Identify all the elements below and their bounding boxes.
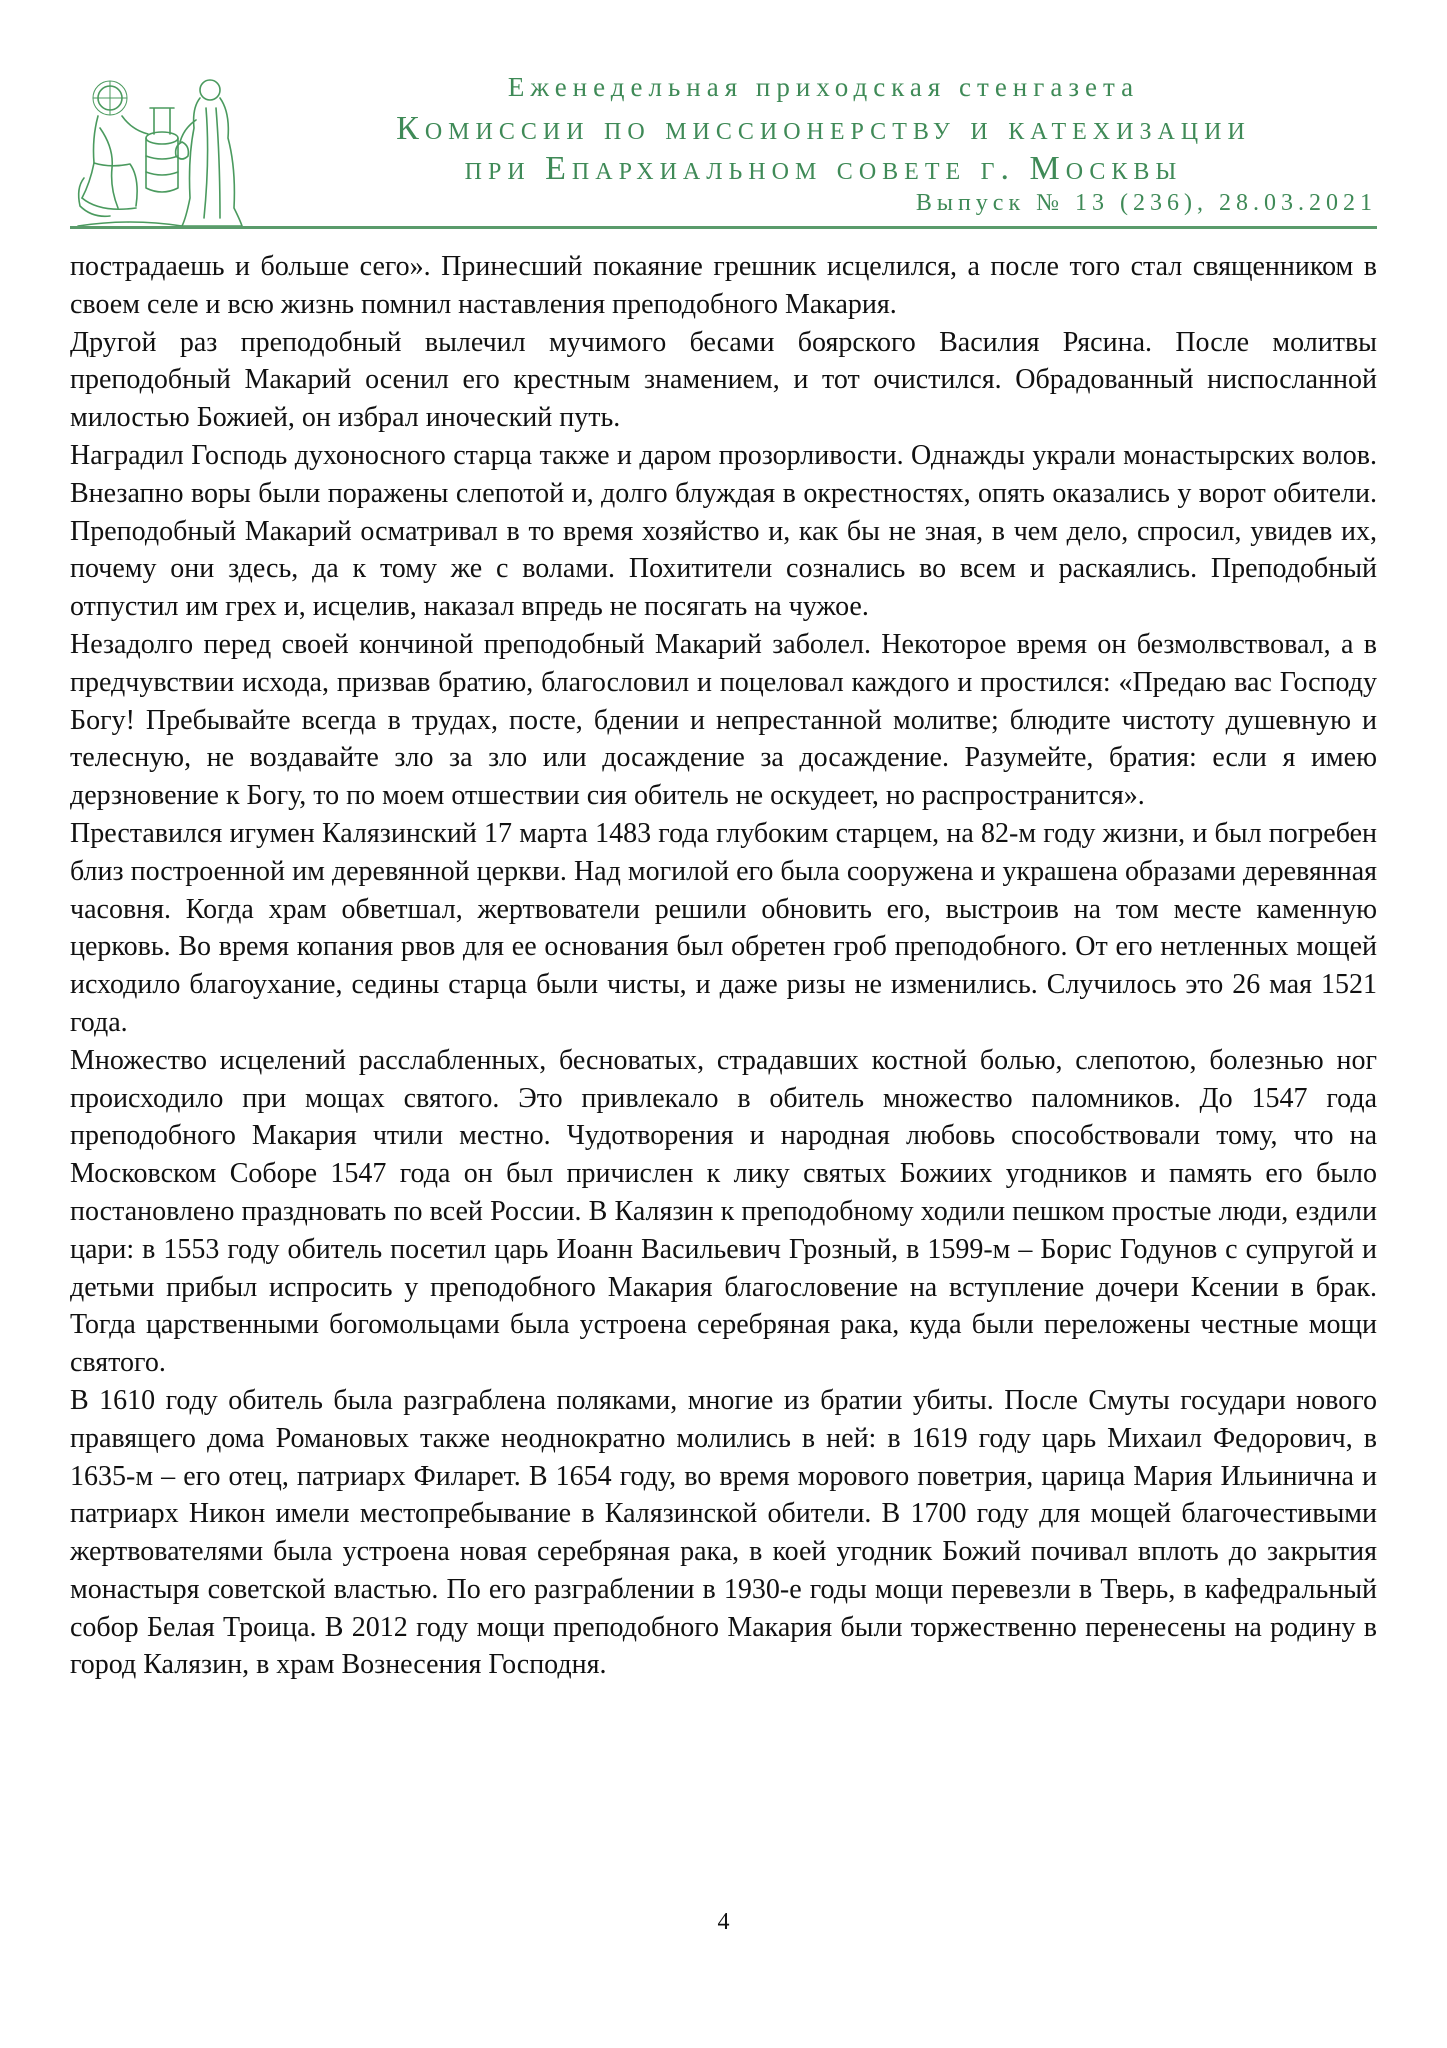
header-divider [70, 226, 1377, 229]
paragraph: В 1610 году обитель была разграблена поляками, многие из братии убиты. После Смуты государи нового правящего дома Романовых также неоднократно молились в ней: в 1619 году царь Михаил Федорович, в 1635-м – его отец, патриарх Филарет. В 1654 году, во время морового поветрия, царица Мария Ильинична и патриарх Никон имели местопребывание в Калязинской обители. В 1700 году для мощей благочестивыми жертвователями была устроена новая серебряная рака, в коей угодник Божий почивал вплоть до закрытия монастыря советской властью. По его разграблении в 1930-е годы мощи перевезли в Тверь, в кафедральный собор Белая Троица. В 2012 году мощи преподобного Макария были торжественно перенесены на родину в город Калязин, в храм Вознесения Господня. [70, 1384, 1377, 1681]
masthead [270, 72, 1377, 189]
paragraph: Преставился игумен Калязинский 17 марта 1483 года глубоким старцем, на 82-м году жизни, и был погребен близ построенной им деревянной церкви. Над могилой его была сооружена и украшена образами деревянная часовня. Когда храм обветшал, жертвователи решили обновить его, выстроив на том месте каменную церковь. Во время копания рвов для ее основания был обретен гроб преподобного. От его нетленных мощей исходило благоухание, седины старца были чисты, и даже ризы не изменились. Случилось это 26 мая 1521 года. [70, 817, 1377, 1038]
masthead-line-2: Комиссии по миссионерству и катехизации [396, 110, 1251, 147]
two-figures-at-well-logo [70, 68, 255, 233]
paragraph: Множество исцелений расслабленных, бесноватых, страдавших костной болью, слепотою, болезнью ног происходило при мощах святого. Это привлекало в обитель множество паломников. До 1547 года преподобного Макария чтили местно. Чудотворения и народная любовь способствовали тому, что на Московском Соборе 1547 года он был причислен к лику святых Божиих угодников и память его было постановлено праздновать по всей России. В Калязин к преподобному ходили пешком простые люди, ездили цари: в 1553 году обитель посетил царь Иоанн Васильевич Грозный, в 1599-м – Борис Годунов с супругой и детьми прибыл испросить у преподобного Макария благословение на вступление дочери Ксении в брак. Тогда царственными богомольцами была устроена серебряная рака, куда были переложены честные мощи святого. [70, 1044, 1377, 1379]
issue-number: Выпуск № 13 (236), 28.03.2021 [915, 190, 1377, 216]
masthead-line-1: Еженедельная приходская стенгазета [507, 72, 1140, 102]
paragraph: Наградил Господь духоносного старца также и даром прозорливости. Однажды украли монастырских волов. Внезапно воры были поражены слепотой и, долго блуждая в окрестностях, опять оказались у ворот обители. Преподобный Макарий осматривал в то время хозяйство и, как бы не зная, в чем дело, спросил, увидев их, почему они здесь, да к тому же с волами. Похитители сознались во всем и раскаялись. Преподобный отпустил им грех и, исцелив, наказал впредь не посягать на чужое. [70, 439, 1377, 623]
page-number: 4 [717, 1909, 730, 1935]
article-body [70, 248, 1377, 1684]
paragraph: Другой раз преподобный вылечил мучимого бесами боярского Василия Рясина. После молитвы преподобный Макарий осенил его крестным знамением, и тот очистился. Обрадованный ниспосланной милостью Божией, он избрал иноческий путь. [70, 326, 1377, 434]
paragraph: Незадолго перед своей кончиной преподобный Макарий заболел. Некоторое время он безмолвствовал, а в предчувствии исхода, призвав братию, благословил и поцеловал каждого и простился: «Предаю вас Господу Богу! Пребывайте всегда в трудах, посте, бдении и непрестанной молитве; блюдите чистоту душевную и телесную, не воздавайте зло за зло или досаждение за досаждение. Разумейте, братия: если я имею дерзновение к Богу, то по моем отшествии сия обитель не оскудеет, но распространится». [70, 628, 1377, 812]
paragraph: пострадаешь и больше сего». Принесший покаяние грешник исцелился, а после того стал священником в своем селе и всю жизнь помнил наставления преподобного Макария. [70, 251, 1377, 320]
masthead-line-3: при Епархиальном совете г. Москвы [464, 150, 1183, 187]
